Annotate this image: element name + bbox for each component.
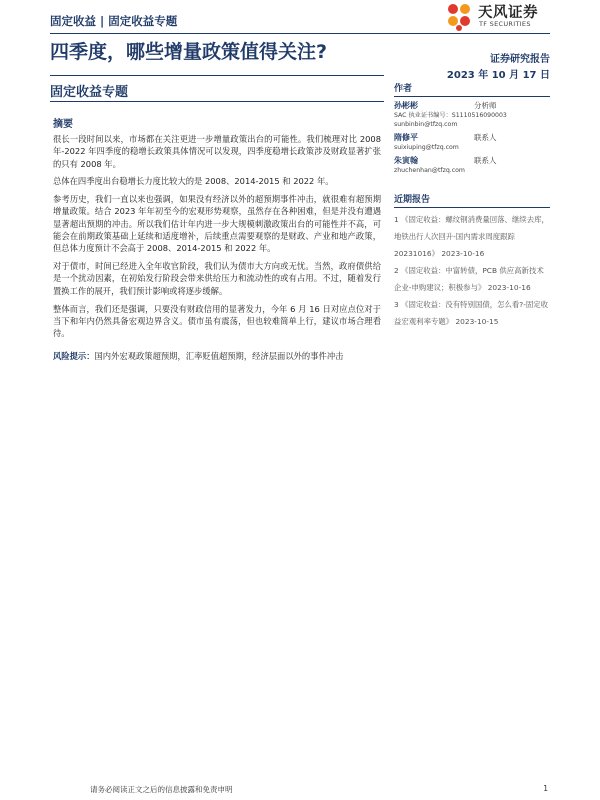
- author-name: 朱寅翰: [394, 156, 418, 165]
- brand-logo: [444, 0, 556, 32]
- author-1: [394, 100, 550, 129]
- author-cert: SAC 执业证书编号：S1110516090003: [394, 112, 507, 119]
- subtitle-divider: [50, 101, 384, 102]
- recent-reports-divider: [394, 207, 550, 208]
- page-number: 1: [543, 784, 548, 793]
- authors-divider: [394, 96, 550, 97]
- paragraph-4: 对于债市，时间已经进入全年收官阶段，我们认为债市大方向或无忧。当然，政府债供给是一个扰动因素，在初始发行阶段会带来供给压力和流动性的或有占用。不过，随着发行置换工作的展开，我们预计影响或将逐步缓解。: [53, 261, 381, 296]
- recent-reports-heading: 近期报告: [394, 195, 431, 205]
- paragraph-2: 总体在四季度出台稳增长力度比较大的是 2008、2014-2015 和 2022 年。: [53, 176, 334, 187]
- abstract-body: [53, 133, 381, 368]
- author-role: 分析师: [474, 101, 497, 110]
- header-category: 固定收益 | 固定收益专题: [50, 14, 178, 28]
- author-3: [394, 155, 550, 175]
- author-email[interactable]: sunbinbin@tfzq.com: [394, 121, 458, 128]
- header-divider: [50, 33, 550, 34]
- risk-text: 国内外宏观政策超预期，汇率贬值超预期，经济层面以外的事件冲击: [94, 351, 344, 362]
- title-divider: [50, 75, 384, 76]
- recent-reports-section: [394, 192, 550, 330]
- recent-report-item[interactable]: 1 《固定收益：螺纹钢消费量回落、继续去库，地铁出行人次回升-国内需求周度跟踪 20231016》 2023-10-16: [394, 215, 549, 258]
- authors-heading: 作者: [394, 84, 413, 94]
- paragraph-5: 整体而言，我们还是强调，只要没有财政信用的显著发力，今年 6 月 16 日对应点位对于当下和年内仍然具备宏观边界含义。债市虽有震荡，但也较难简单上行，建议市场合理看待。: [53, 303, 381, 339]
- recent-report-item[interactable]: 3 《固定收益：没有特别国债，怎么看?-固定收益宏观利率专题》 2023-10-15: [394, 300, 549, 326]
- footer-disclaimer: 请务必阅读正文之后的信息披露和免责申明: [90, 785, 233, 794]
- brand-name-en: TF SECURITIES: [479, 20, 531, 28]
- author-email[interactable]: zhuchenhan@tfzq.com: [394, 167, 465, 174]
- report-title: 四季度，哪些增量政策值得关注?: [50, 41, 328, 63]
- recent-report-item[interactable]: 2 《固定收益：中富转债，PCB 供应高新技术企业-申购建议；积极参与》 2023-10-16: [394, 266, 544, 292]
- paragraph-1: 很长一段时间以来，市场都在关注更进一步增量政策出台的可能性。我们梳理对比 2008 年-2022 年四季度的稳增长政策具体情况可以发现，四季度稳增长政策涉及财政显著扩张的只有 2008 年。: [53, 134, 381, 169]
- author-email[interactable]: suixiuping@tfzq.com: [394, 144, 459, 151]
- authors-section: [394, 81, 550, 97]
- author-role: 联系人: [474, 133, 497, 142]
- report-subtitle: 固定收益专题: [50, 85, 129, 100]
- author-role: 联系人: [474, 156, 497, 165]
- author-name: 孙彬彬: [394, 101, 418, 110]
- author-name: 隋修平: [394, 133, 418, 142]
- abstract-heading: 摘要: [53, 119, 73, 130]
- author-2: [394, 132, 550, 152]
- report-date: 2023 年 10 月 17 日: [446, 70, 550, 81]
- risk-warning: [53, 350, 381, 362]
- logo-flower-icon: [444, 1, 474, 31]
- report-type: 证券研究报告: [490, 54, 550, 65]
- brand-name-cn: 天风证券: [478, 5, 538, 21]
- risk-label: 风险提示：: [53, 351, 95, 362]
- paragraph-3: 参考历史，我们一直以来也强调，如果没有经济以外的超预期事件冲击，就很难有超预期增量政策。结合 2023 年年初至今的宏观形势观察，虽然存在各种困难，但是并没有遭遇显著超出预期的冲击。所以我们估计年内进一步大规模刺激政策出台的可能性并不高，可能会在前期政策基础上延续和适度增补，后续重点需要观察的是财政、产业和地产政策，但总体力度预计不会高于 2008、2014-2015 和 2022 年。: [53, 194, 381, 254]
